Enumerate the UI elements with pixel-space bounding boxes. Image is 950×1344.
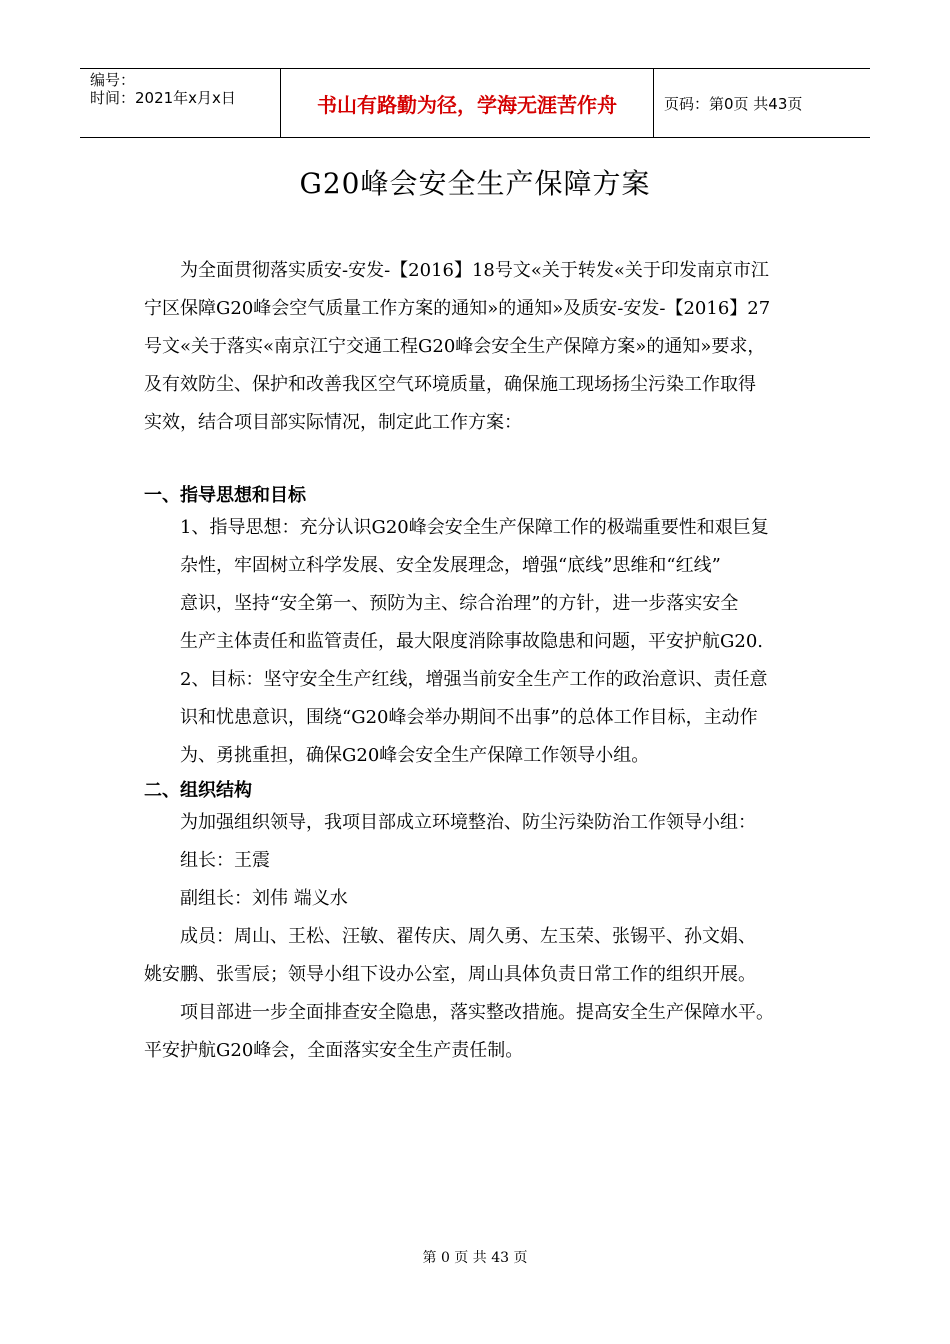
guidance-line: 杂性，牢固树立科学发展、安全发展理念，增强“底线”思维和“红线” — [180, 555, 721, 576]
document-title: G20峰会安全生产保障方案 — [299, 167, 651, 200]
intro-line: 实效，结合项目部实际情况，制定此工作方案： — [144, 412, 522, 433]
guidance-line: 1、指导思想：充分认识G20峰会安全生产保障工作的极端重要性和艰巨复 — [180, 517, 769, 538]
deputy-leaders: 副组长：刘伟 端义水 — [180, 888, 348, 909]
intro-line: 宁区保障G20峰会空气质量工作方案的通知»的通知»及质安-安发-【2016】27 — [144, 298, 771, 319]
members-line: 成员：周山、王松、汪敏、翟传庆、周久勇、左玉荣、张锡平、孙文娟、 — [180, 926, 756, 947]
header-meta — [80, 69, 280, 137]
document-header — [80, 68, 870, 138]
guidance-line: 生产主体责任和监管责任，最大限度消除事故隐患和问题，平安护航G20. — [180, 631, 764, 652]
header-motto: 书山有路勤为径，学海无涯苦作舟 — [280, 69, 654, 137]
intro-line: 为全面贯彻落实质安-安发-【2016】18号文«关于转发«关于印发南京市江 — [180, 260, 769, 281]
intro-paragraph — [144, 252, 814, 442]
page-footer: 第 0 页 共 43 页 — [422, 1250, 528, 1266]
guidance-line: 意识，坚持“安全第一、预防为主、综合治理”的方针，进一步落实安全 — [180, 593, 739, 614]
intro-line: 号文«关于落实«南京江宁交通工程G20峰会安全生产保障方案»的通知»要求， — [144, 336, 766, 357]
intro-line: 及有效防尘、保护和改善我区空气环境质量，确保施工现场扬尘污染工作取得 — [144, 374, 756, 395]
header-page-info: 页码：第0页 共43页 — [664, 94, 803, 113]
closing-line: 平安护航G20峰会，全面落实安全生产责任制。 — [144, 1040, 524, 1061]
goal-line: 为、勇挑重担，确保G20峰会安全生产保障工作领导小组。 — [180, 745, 650, 766]
section-heading-organization: 二、组织结构 — [144, 780, 252, 801]
members-line: 姚安鹏、张雪辰；领导小组下设办公室，周山具体负责日常工作的组织开展。 — [144, 964, 756, 985]
group-leader: 组长：王震 — [180, 850, 270, 871]
document-number-label: 编号： — [90, 71, 136, 89]
document-time-label: 时间：2021年x月x日 — [90, 89, 236, 107]
goal-line: 识和忧患意识，围绕“G20峰会举办期间不出事”的总体工作目标，主动作 — [180, 707, 758, 728]
goal-line: 2、目标：坚守安全生产红线，增强当前安全生产工作的政治意识、责任意 — [180, 669, 768, 690]
section2-content — [144, 804, 814, 1070]
closing-line: 项目部进一步全面排查安全隐患，落实整改措施。提高安全生产保障水平。 — [180, 1002, 774, 1023]
organization-lead: 为加强组织领导，我项目部成立环境整治、防尘污染防治工作领导小组： — [180, 812, 756, 833]
section-heading-guidance: 一、指导思想和目标 — [144, 485, 306, 506]
section1-content — [144, 509, 814, 775]
